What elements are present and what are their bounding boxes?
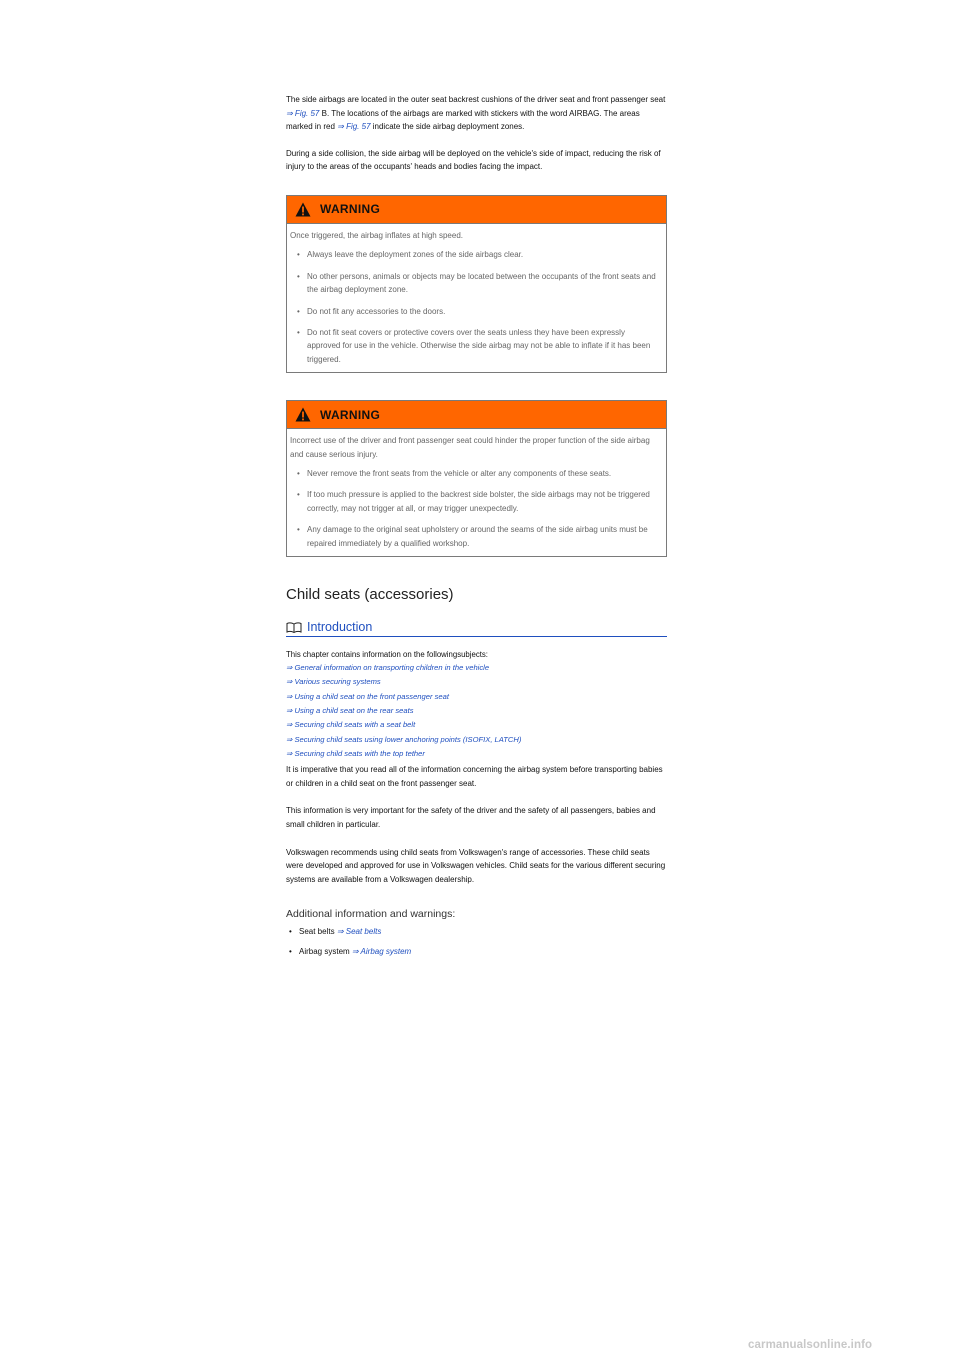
warning-header <box>287 401 666 429</box>
fig-57-link-2[interactable]: ⇒ Fig. 57 <box>337 122 371 132</box>
text-run: indicate the side airbag deployment zones. <box>370 122 525 132</box>
introduction-title: Introduction <box>307 620 373 635</box>
link-securing-systems[interactable]: ⇒ Various securing systems <box>286 677 381 687</box>
subject-link-item <box>286 675 667 689</box>
warning-item: • If too much pressure is applied to the backrest side bolster, the side airbags may not be triggered correctly, may not trigger at all, or may trigger unexpectedly. <box>290 488 660 515</box>
item-text: Seat belts <box>299 927 337 937</box>
fig-57-link[interactable]: ⇒ Fig. 57 <box>286 108 320 118</box>
introduction-heading <box>286 619 667 637</box>
link-general-info[interactable]: ⇒ General information on transporting children in the vehicle <box>286 663 490 673</box>
seat-belts-link[interactable]: ⇒ Seat belts <box>336 927 382 937</box>
warning-item: • Do not fit seat covers or protective covers over the seats unless they have been expressly approved for use in the vehicle. Otherwise the side airbag may not be able to inflate if it has been triggered. <box>290 326 660 366</box>
text-run: B. The locations of the airbags are marked with stickers with the word AIRBAG. The areas marked in red <box>286 108 640 132</box>
subject-links <box>286 661 667 761</box>
additional-item-seat-belts <box>286 926 667 938</box>
vw-recommendation-paragraph: Volkswagen recommends using child seats from Volkswagen's range of accessories. These child seats were developed and approved for use in Volkswagen vehicles. Child seats for the various different securing systems are available from a Volkswagen dealership. <box>286 847 666 884</box>
warning-box-inflation <box>286 195 667 373</box>
additional-item-airbag-system <box>286 946 667 958</box>
warning-header <box>287 196 666 224</box>
subject-link-item <box>286 747 667 761</box>
text-run: The side airbags are located in the outer seat backrest cushions of the driver seat and front passenger seat <box>286 95 666 104</box>
subject-link-item <box>286 733 667 747</box>
warning-item: • Any damage to the original seat upholstery or around the seams of the side airbag units must be repaired immediately by a qualified workshop. <box>290 523 660 550</box>
manual-page <box>286 93 667 966</box>
warning-item: • Never remove the front seats from the vehicle or alter any components of these seats. <box>290 467 660 480</box>
subject-link-item <box>286 690 667 704</box>
link-seat-belt[interactable]: ⇒ Securing child seats with a seat belt <box>286 720 416 730</box>
subject-link-item <box>286 704 667 718</box>
link-isofix-latch[interactable]: ⇒ Securing child seats using lower anchoring points (ISOFIX, LATCH) <box>286 734 522 744</box>
additional-info-list <box>286 926 667 958</box>
warning-item: • No other persons, animals or objects may be located between the occupants of the front seats and the airbag deployment zone. <box>290 270 660 297</box>
item-text: Airbag system <box>299 947 352 957</box>
warning-title: WARNING <box>320 202 381 217</box>
warning-lead: Incorrect use of the driver and front passenger seat could hinder the proper function of the side airbag and cause serious injury. <box>290 436 650 459</box>
safety-importance-paragraph: This information is very important for the safety of the driver and the safety of all passengers, babies and small children in particular. <box>286 806 656 829</box>
warning-body <box>287 429 666 556</box>
warning-title: WARNING <box>320 407 381 422</box>
book-icon <box>286 622 302 633</box>
warning-triangle-icon <box>295 202 311 217</box>
watermark: carmanualsonline.info <box>748 1339 873 1351</box>
link-front-passenger-seat[interactable]: ⇒ Using a child seat on the front passenger seat <box>286 691 449 701</box>
warning-item: • Always leave the deployment zones of the side airbags clear. <box>290 248 660 261</box>
warning-triangle-icon <box>295 407 311 422</box>
section-title: Child seats (accessories) <box>286 586 454 604</box>
side-airbag-location-paragraph <box>286 93 667 134</box>
warning-list <box>290 467 660 550</box>
warning-box-seat-use <box>286 400 667 557</box>
warning-list <box>290 248 660 366</box>
side-collision-paragraph: During a side collision, the side airbag will be deployed on the vehicle's side of impact, reducing the risk of injury to the areas of the occupants' heads and bodies facing the impact. <box>286 148 661 172</box>
airbag-read-paragraph: It is imperative that you read all of the information concerning the airbag system before transporting babies or children in a child seat on the front passenger seat. <box>286 765 663 788</box>
warning-body <box>287 224 666 372</box>
airbag-system-link[interactable]: ⇒ Airbag system <box>351 947 412 957</box>
link-rear-seats[interactable]: ⇒ Using a child seat on the rear seats <box>286 705 414 715</box>
subject-link-item <box>286 661 667 675</box>
additional-info-heading: Additional information and warnings: <box>286 908 456 921</box>
warning-item: • Do not fit any accessories to the doors. <box>290 305 660 318</box>
subject-link-item <box>286 718 667 732</box>
warning-lead: Once triggered, the airbag inflates at high speed. <box>290 230 463 240</box>
chapter-subjects-text: This chapter contains information on the followingsubjects: <box>286 650 488 660</box>
link-top-tether[interactable]: ⇒ Securing child seats with the top tether <box>286 748 425 758</box>
